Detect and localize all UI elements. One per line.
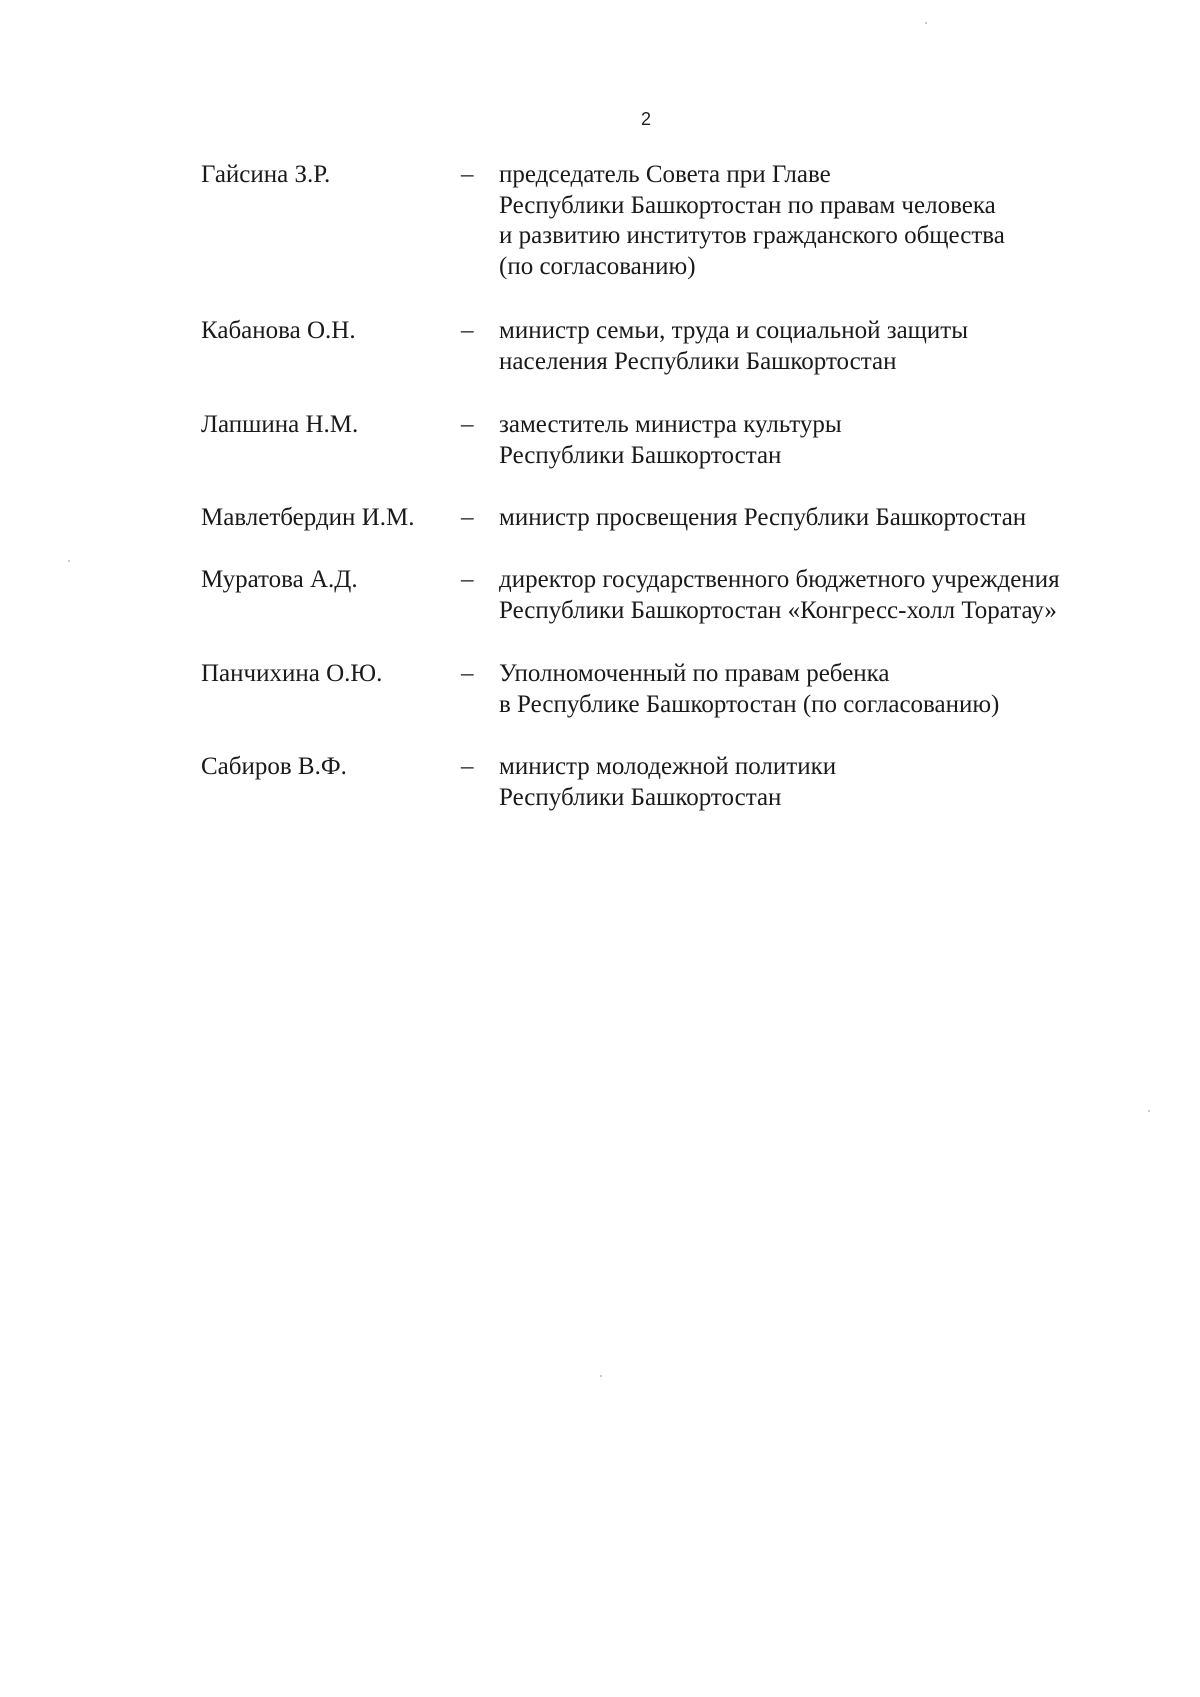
member-name: Кабанова О.Н. <box>201 317 356 344</box>
position-line: Республики Башкортостан <box>499 783 782 811</box>
position-line: министр семьи, труда и социальной защиты <box>499 317 969 344</box>
position-line: в Республике Башкортостан (по согласованию) <box>499 690 1000 718</box>
member-name: Панчихина О.Ю. <box>201 660 383 687</box>
member-position <box>499 410 1139 471</box>
dash-separator: – <box>461 161 474 188</box>
member-position <box>499 503 1139 534</box>
position-line: председатель Совета при Главе <box>499 161 831 188</box>
position-line: населения Республики Башкортостан <box>499 347 897 375</box>
member-position <box>499 565 1139 626</box>
scan-speck <box>68 560 70 562</box>
dash-separator: – <box>461 566 474 593</box>
member-position <box>499 752 1139 813</box>
position-line: и развитию институтов гражданского общества <box>499 222 1005 249</box>
position-line: Республики Башкортостан <box>499 441 782 469</box>
position-line: Республики Башкортостан по правам человека <box>499 191 996 219</box>
position-line: директор государственного бюджетного учреждения <box>499 566 1060 593</box>
member-name: Гайсина З.Р. <box>201 161 331 188</box>
dash-separator: – <box>461 504 474 531</box>
member-name: Сабиров В.Ф. <box>201 753 347 780</box>
member-name: Лапшина Н.М. <box>201 411 359 438</box>
page-number: 2 <box>641 109 652 129</box>
position-line: министр просвещения Республики Башкортостан <box>499 504 1027 531</box>
member-position <box>499 659 1139 720</box>
dash-separator: – <box>461 660 474 687</box>
member-name: Муратова А.Д. <box>201 566 358 593</box>
position-line: заместитель министра культуры <box>499 411 842 438</box>
position-line: (по согласованию) <box>499 252 696 280</box>
dash-separator: – <box>461 317 474 344</box>
member-position <box>499 316 1139 377</box>
dash-separator: – <box>461 753 474 780</box>
scan-speck <box>925 22 927 24</box>
dash-separator: – <box>461 411 474 438</box>
page-number-row <box>0 109 1200 139</box>
scan-speck <box>1148 1110 1150 1112</box>
scan-speck <box>600 1375 602 1377</box>
member-position <box>499 160 1139 282</box>
member-name: Мавлетбердин И.М. <box>201 504 415 531</box>
position-line: министр молодежной политики <box>499 753 837 780</box>
position-line: Уполномоченный по правам ребенка <box>499 660 890 687</box>
position-line: Республики Башкортостан «Конгресс-холл Торатау» <box>499 596 1057 624</box>
